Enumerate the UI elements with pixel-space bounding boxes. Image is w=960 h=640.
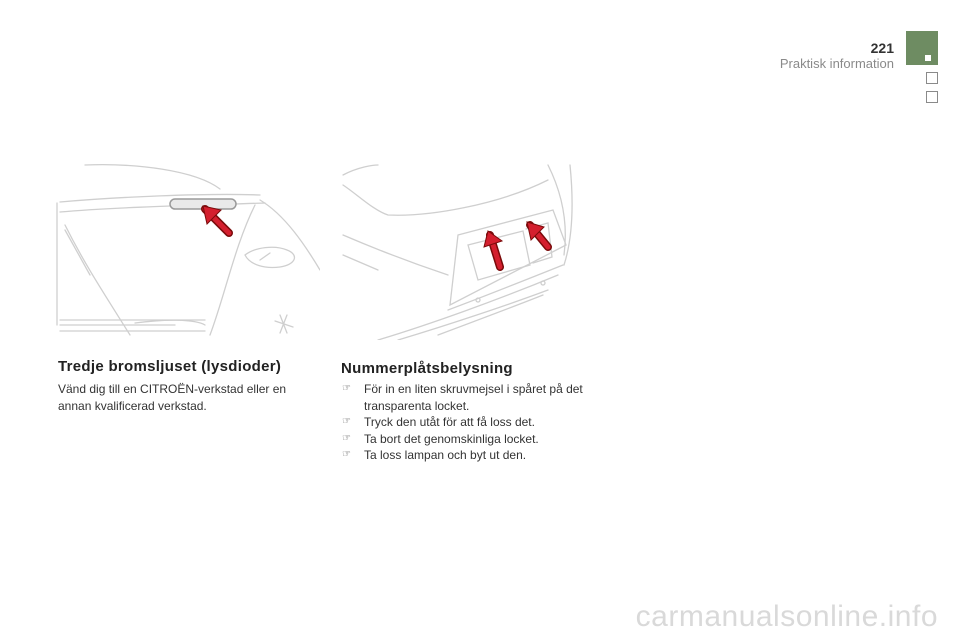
chapter-nav-box[interactable] [926, 91, 938, 103]
watermark: carmanualsonline.info [635, 600, 938, 633]
active-chapter-marker-icon [925, 55, 931, 61]
instruction-item: ☞ Ta bort det genomskinliga locket. [342, 431, 539, 446]
section-title: Praktisk information [779, 56, 894, 71]
page-number: 221 [870, 40, 894, 56]
pointing-hand-icon: ☞ [342, 383, 351, 394]
instruction-item: ☞ Ta loss lampan och byt ut den. [342, 448, 527, 462]
pointing-hand-icon: ☞ [342, 449, 351, 460]
brake-light-text: Vänd dig till en CITROËN-verkstad eller en annan kvalificerad verkstad. [58, 382, 287, 413]
pointing-hand-icon: ☞ [342, 432, 351, 444]
brake-light-heading: Tredje bromsljuset (lysdioder) [58, 358, 282, 375]
instruction-item: ☞ För in en liten skruvmejsel i spåret på det transparenta locket. [342, 382, 583, 413]
pointing-hand-icon: ☞ [342, 416, 351, 427]
red-arrow-icon [527, 222, 548, 247]
chapter-nav-box[interactable] [926, 72, 938, 84]
instruction-item: ☞ Tryck den utåt för att få loss det. [342, 415, 535, 429]
brake-light-illustration [55, 155, 320, 340]
license-plate-light-illustration [338, 155, 578, 340]
instruction-list [340, 381, 605, 464]
red-arrow-icon [203, 206, 229, 233]
plate-light-heading: Nummerplåtsbelysning [341, 360, 513, 377]
chapter-tab[interactable] [906, 31, 938, 65]
